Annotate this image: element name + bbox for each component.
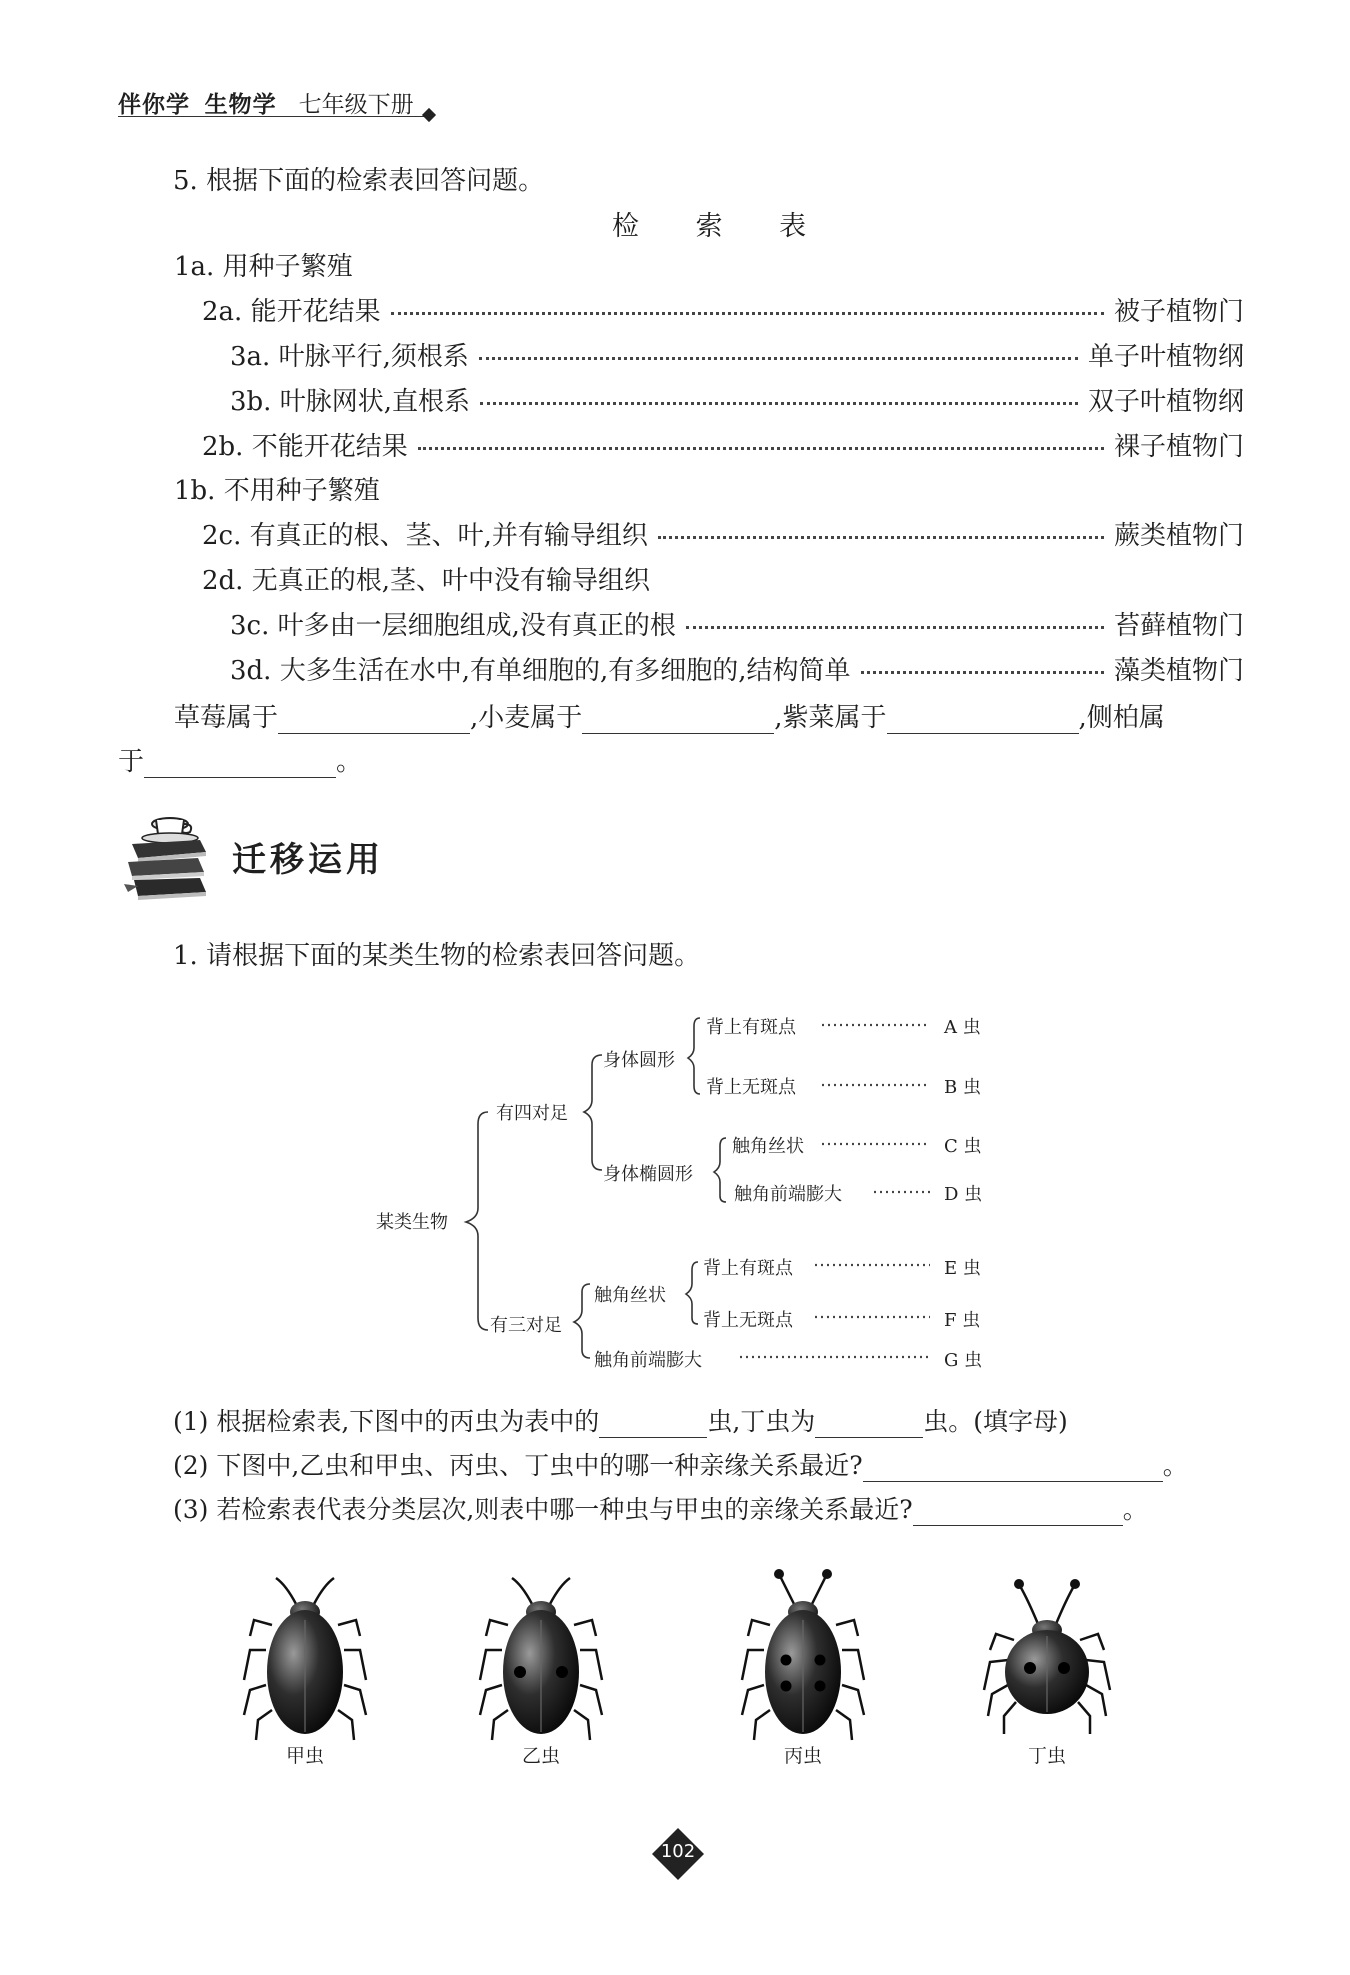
leader-dots [658,536,1104,539]
key-table-title: 检 索 表 [612,211,831,242]
answer-blank-platycladus[interactable] [144,751,336,778]
q1-intro: 1. 请根据下面的某类生物的检索表回答问题。 [173,941,701,971]
series-name: 伴你学 [118,92,190,118]
beetle-yi-spot [514,1666,526,1678]
header-rule [118,116,428,117]
beetle-ding-body [1005,1630,1089,1714]
tree-leaf-e: E 虫 [944,1258,981,1279]
key-row-text: 1b. 不用种子繁殖 [174,475,380,506]
beetle-jia-body [267,1610,343,1734]
tree-leaf-d: D 虫 [944,1184,983,1205]
bug-label-bing: 丙虫 [783,1745,822,1767]
key-row-result: 双子叶植物纲 [1087,386,1244,417]
bug-label-ding: 丁虫 [1027,1745,1066,1767]
answer-blank-strawberry[interactable] [278,707,470,734]
tree-leaf-f: F 虫 [944,1310,981,1331]
key-row-2b [202,426,1244,462]
key-row-text: 2c. 有真正的根、茎、叶,并有输导组织 [202,520,648,551]
key-row-text: 3b. 叶脉网状,直根系 [230,386,470,417]
answer-blank-bing[interactable] [599,1411,707,1438]
key-row-3b [230,381,1244,417]
beetle-bing-antenna-tip [774,1569,784,1579]
q1-sub1 [173,1402,1068,1438]
fill-text: 。 [336,747,363,777]
leader-dots [861,671,1104,674]
leader-dots [418,447,1104,450]
beetle-yi-spot [556,1666,568,1678]
books-and-cup-icon [118,806,218,906]
tree-node-spot-no-1: 背上无斑点 [706,1077,796,1098]
key-row-3a [230,336,1244,372]
key-row-2a [202,291,1244,327]
beetle-bing-antenna-tip [822,1569,832,1579]
section-title: 迁移运用 [232,840,384,880]
bug-label-jia: 甲虫 [285,1745,324,1767]
fill-text: ,紫菜属于 [774,703,887,733]
beetle-bing-body [765,1610,841,1734]
tree-node-spot-yes-2: 背上有斑点 [703,1258,793,1279]
q5-intro: 5. 根据下面的检索表回答问题。 [173,166,545,196]
key-row-text: 2d. 无真正的根,茎、叶中没有输导组织 [202,565,650,596]
beetle-bing-head [788,1601,818,1623]
key-row-text: 2b. 不能开花结果 [202,431,408,462]
tree-node-antenna-thread-1: 触角丝状 [732,1136,804,1157]
answer-blank-wheat[interactable] [582,707,774,734]
beetle-bing-spot [815,1681,826,1692]
leader-dots [686,626,1104,629]
key-row-result: 蕨类植物门 [1113,520,1244,551]
q5-fill-line-1 [174,697,1165,734]
tree-leaf-a: A 虫 [944,1017,981,1038]
beetle-jia-head [290,1601,320,1623]
key-row-1b [174,470,380,506]
tree-node-antenna-swollen-2: 触角前端膨大 [594,1350,702,1371]
beetle-yi-head [526,1601,556,1623]
fill-text: ,侧柏属 [1078,703,1165,733]
beetle-ding-antenna-tip [1070,1579,1080,1589]
sub-question-text: 。 [1122,1495,1148,1524]
sub-question-text: (2) 下图中,乙虫和甲虫、丙虫、丁虫中的哪一种亲缘关系最近? [173,1451,863,1480]
beetle-bing-spot [781,1681,792,1692]
key-row-result: 裸子植物门 [1113,431,1244,462]
q1-sub3 [173,1490,1148,1526]
key-row-result: 苔藓植物门 [1113,610,1244,641]
tree-node-antenna-swollen-1: 触角前端膨大 [734,1184,842,1205]
beetle-jia-icon [244,1578,366,1740]
key-row-2c [202,515,1244,551]
book-header [118,86,414,119]
key-row-result: 藻类植物门 [1113,655,1244,686]
tree-node-spot-no-2: 背上无斑点 [703,1310,793,1331]
tree-node-oval-body: 身体椭圆形 [603,1164,693,1185]
fill-text: 于 [118,747,145,777]
key-row-text: 3d. 大多生活在水中,有单细胞的,有多细胞的,结构简单 [230,655,851,686]
beetle-ding-icon [984,1586,1110,1734]
key-row-1a [174,246,353,282]
answer-blank-closest-to-jia[interactable] [913,1499,1123,1526]
grade-label: 七年级下册 [298,92,414,118]
answer-blank-ding[interactable] [815,1411,923,1438]
key-row-2d [202,560,650,596]
beetle-ding-spot [1058,1662,1070,1674]
key-row-text: 3a. 叶脉平行,须根系 [230,341,469,372]
sub-question-text: 虫,丁虫为 [707,1407,816,1436]
beetle-ding-antenna-tip [1014,1579,1024,1589]
key-row-result: 单子叶植物纲 [1087,341,1244,372]
tree-leaf-b: B 虫 [944,1077,981,1098]
sub-question-text: 。 [1162,1451,1188,1480]
key-row-text: 3c. 叶多由一层细胞组成,没有真正的根 [230,610,676,641]
q1-sub2 [173,1446,1188,1482]
tree-node-root: 某类生物 [376,1212,448,1233]
header-diamond-icon [422,108,436,122]
tree-leaf-c: C 虫 [944,1136,982,1157]
tree-node-four-legs: 有四对足 [496,1103,568,1124]
beetle-bing-spot [815,1655,826,1666]
tree-leaf-g: G 虫 [944,1350,983,1371]
leader-dots [391,312,1104,315]
key-row-text: 1a. 用种子繁殖 [174,251,353,282]
key-row-3d [230,650,1244,686]
beetle-ding-spot [1024,1662,1036,1674]
beetle-ding-head [1032,1620,1062,1640]
leader-dots [479,357,1078,360]
subject-name: 生物学 [204,92,277,118]
key-row-3c [230,605,1244,641]
q5-fill-line-2 [118,741,362,778]
sub-question-text: (3) 若检索表代表分类层次,则表中哪一种虫与甲虫的亲缘关系最近? [173,1495,913,1524]
key-row-text: 2a. 能开花结果 [202,296,381,327]
bug-label-yi: 乙虫 [521,1745,560,1767]
fill-text: 草莓属于 [174,703,279,733]
tree-node-antenna-thread-2: 触角丝状 [594,1285,666,1306]
sub-question-text: (1) 根据检索表,下图中的丙虫为表中的 [173,1407,600,1436]
tree-node-round-body: 身体圆形 [603,1050,675,1071]
tree-node-three-legs: 有三对足 [490,1315,562,1336]
answer-blank-laver[interactable] [887,707,1079,734]
beetle-bing-icon [742,1576,864,1740]
answer-blank-closest-to-yi[interactable] [863,1455,1163,1482]
key-row-result: 被子植物门 [1113,296,1244,327]
sub-question-text: 虫。(填字母) [923,1407,1068,1436]
leader-dots [480,402,1078,405]
beetle-yi-body [503,1610,579,1734]
beetle-bing-spot [781,1655,792,1666]
fill-text: ,小麦属于 [470,703,583,733]
tree-node-spot-yes-1: 背上有斑点 [706,1017,796,1038]
page-number: 102 [660,1841,696,1862]
beetle-yi-icon [480,1578,602,1740]
